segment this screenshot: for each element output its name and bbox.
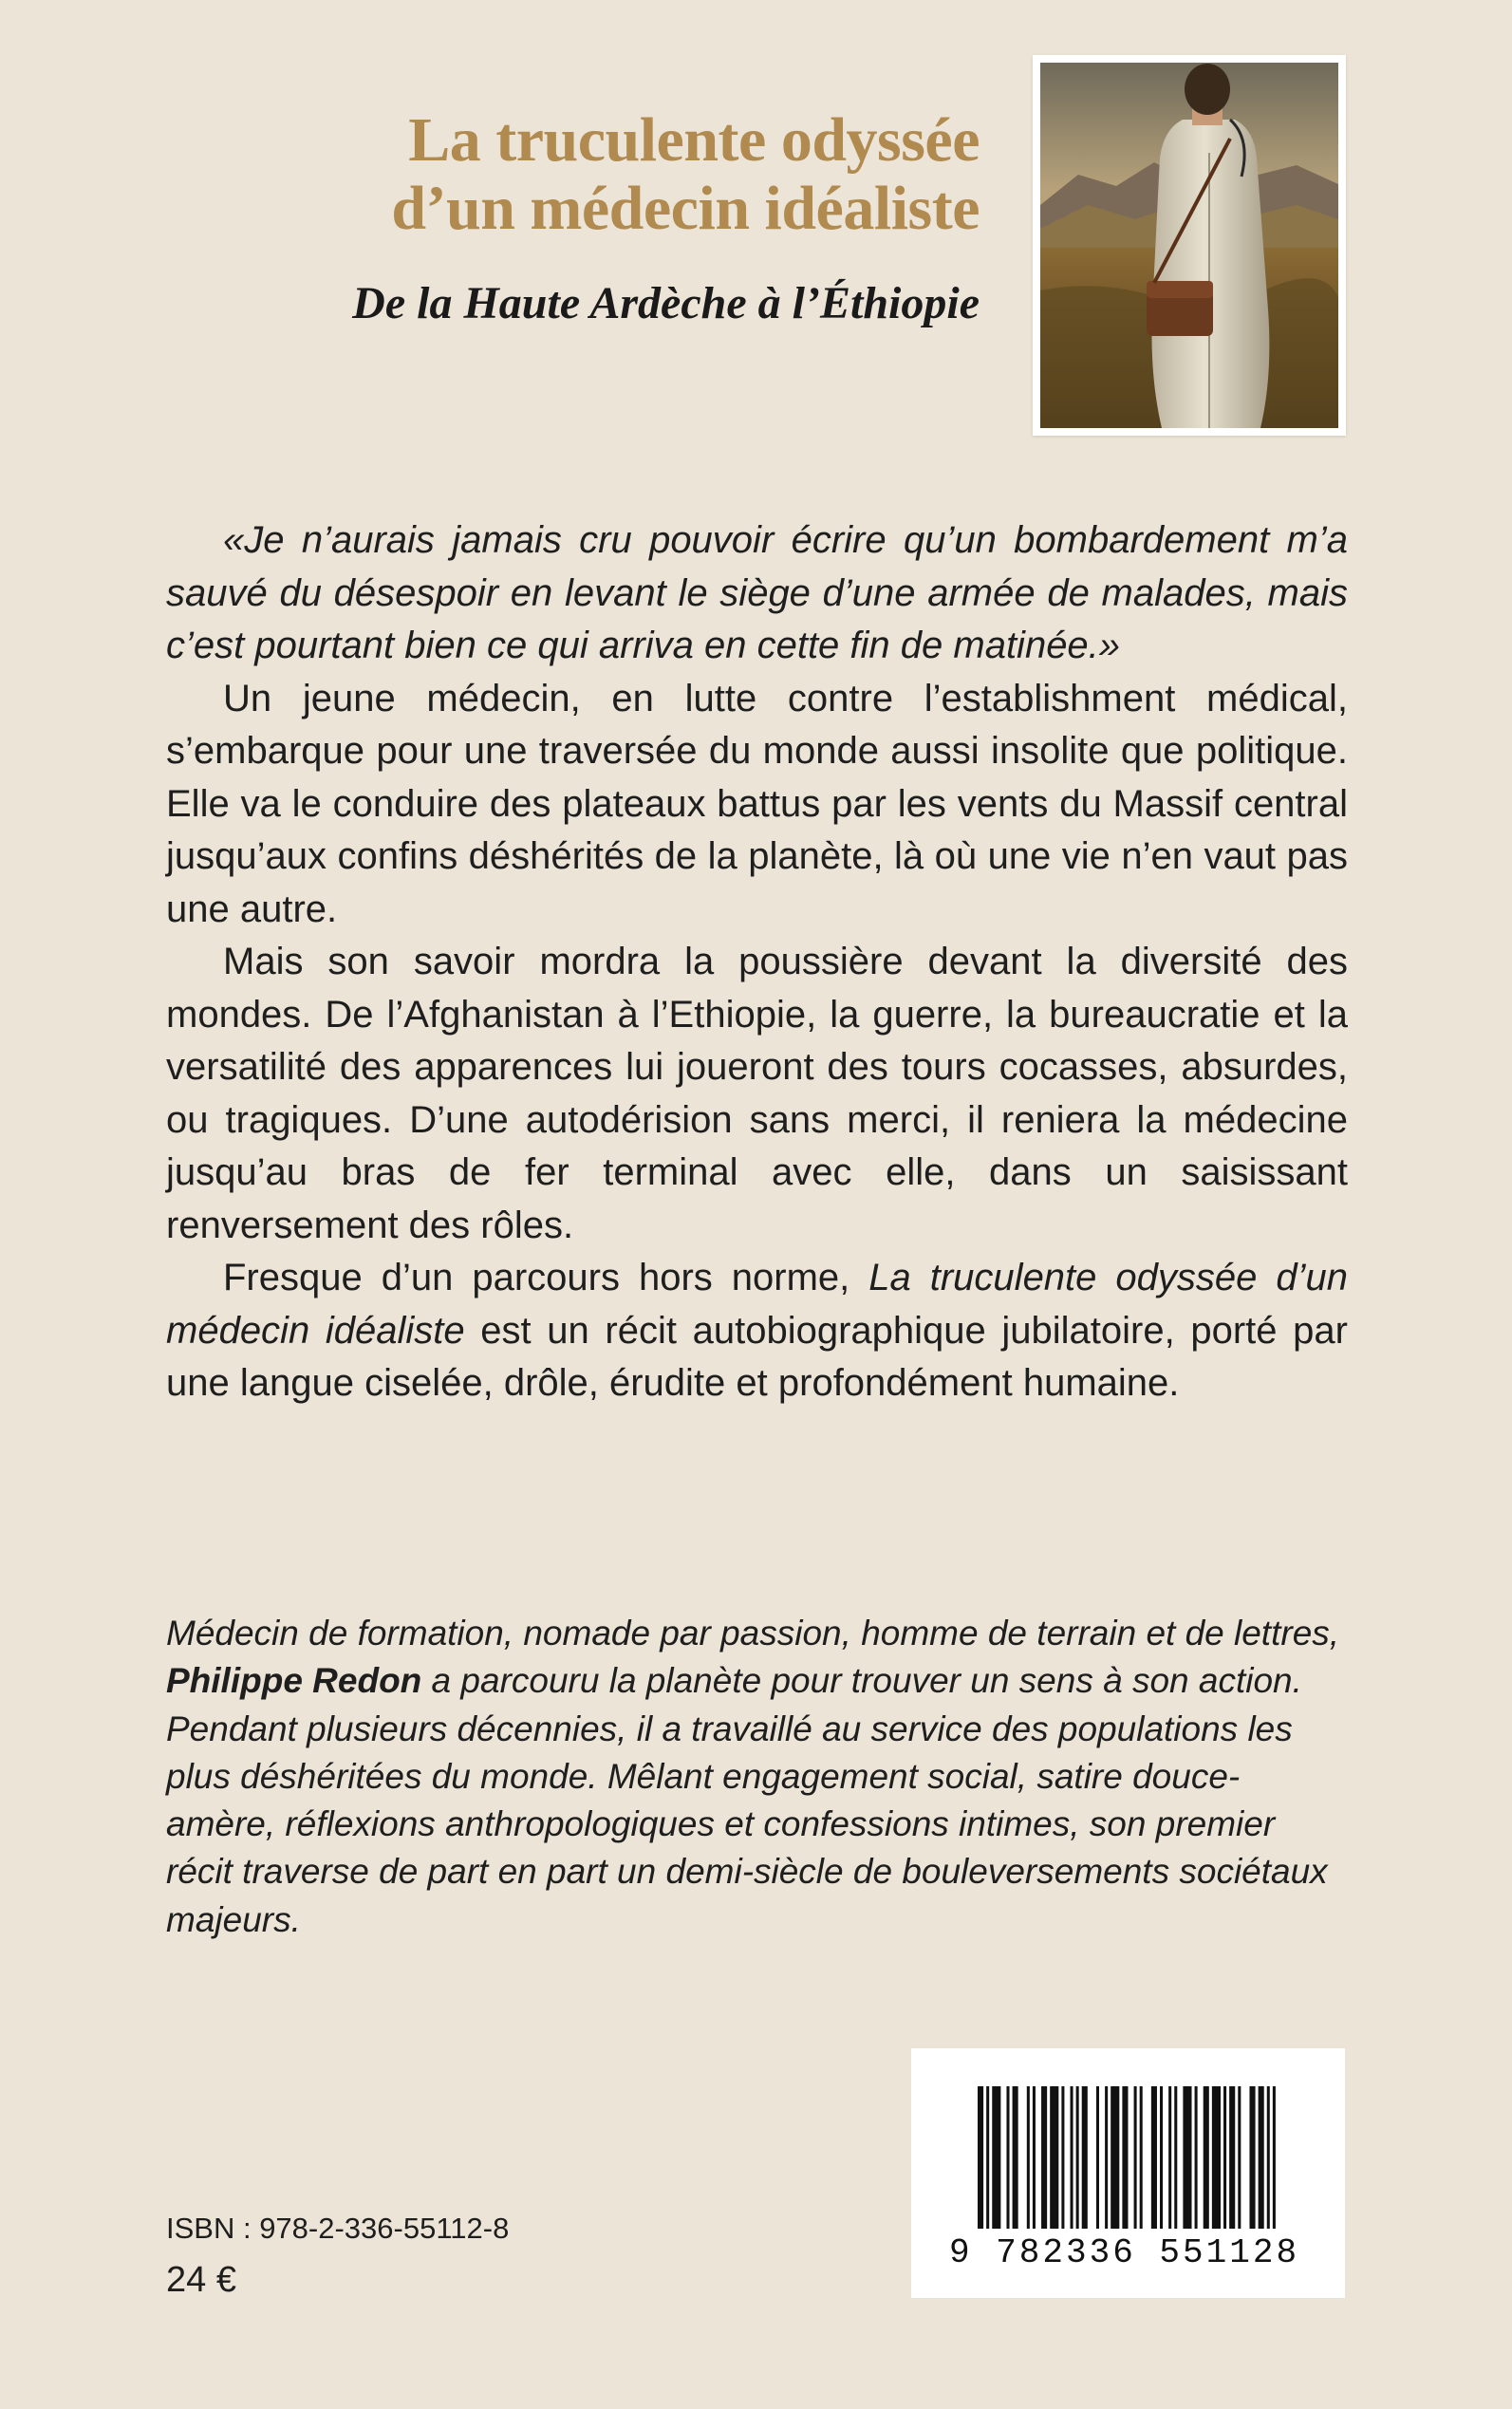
barcode-bar <box>1212 2086 1221 2229</box>
barcode-bar <box>1096 2086 1099 2229</box>
paragraph-4-start: Fresque d’un parcours hors norme, <box>223 1257 869 1298</box>
head-hair <box>1185 64 1230 115</box>
bio-start: Médecin de formation, nomade par passion, homme de terrain et de lettres, <box>166 1614 1340 1653</box>
author-name: Philippe Redon <box>166 1661 422 1701</box>
barcode-bar <box>1249 2086 1255 2229</box>
barcode-bar <box>978 2086 983 2229</box>
barcode-bar <box>1050 2086 1058 2229</box>
barcode-bar <box>1061 2086 1064 2229</box>
barcode-bar <box>1041 2086 1047 2229</box>
cover-illustration-frame <box>1033 55 1346 436</box>
barcode-bar <box>1229 2086 1235 2229</box>
barcode-bar <box>1273 2086 1276 2229</box>
book-title-line-1: La truculente odyssée <box>408 105 980 175</box>
barcode-bar <box>1259 2086 1264 2229</box>
barcode-bar <box>1183 2086 1191 2229</box>
opening-quote: «Je n’aurais jamais cru pouvoir écrire qu’un bombardement m’a sauvé du désespoir en levant le siège d’une armée de malades, mais c’est pourtant bien ce qui arriva en cette fin de matinée.» <box>166 519 1348 666</box>
author-bio <box>166 1610 1348 1944</box>
barcode-bar <box>1160 2086 1163 2229</box>
barcode-bar <box>1006 2086 1009 2229</box>
book-title-line-2: d’un médecin idéaliste <box>391 174 980 243</box>
barcode-bar <box>1195 2086 1198 2229</box>
barcode-bar <box>1134 2086 1137 2229</box>
price-label: 24 € <box>166 2260 236 2300</box>
barcode-bar <box>1151 2086 1157 2229</box>
book-subtitle: De la Haute Ardèche à l’Éthiopie <box>352 278 980 328</box>
barcode-bar <box>1082 2086 1088 2229</box>
title-block <box>190 106 980 330</box>
barcode-bar <box>1111 2086 1119 2229</box>
barcode-bar <box>1033 2086 1036 2229</box>
barcode-bar <box>992 2086 1000 2229</box>
isbn-label: ISBN : 978-2-336-55112-8 <box>166 2212 510 2245</box>
barcode-bar <box>1122 2086 1128 2229</box>
bag-flap <box>1147 281 1213 298</box>
barcode-digits: 9 782336 551128 <box>949 2233 1300 2272</box>
back-cover-blurb <box>166 514 1348 1410</box>
barcode-bar <box>1027 2086 1030 2229</box>
paragraph-4-end: est un récit autobiographique jubilatoire, porté par une langue ciselée, drôle, érudite et profondément humaine. <box>166 1309 1348 1404</box>
blurb-paragraph-2: Un jeune médecin, en lutte contre l’establishment médical, s’embarque pour une traversée du monde aussi insolite que politique. Elle va le conduire des plateaux battus par les vents du Massif central jusqu’aux confins déshérités de la planète, là où une vie n’en vaut pas une autre. <box>166 677 1348 930</box>
barcode-bar <box>1140 2086 1143 2229</box>
barcode-bar <box>1238 2086 1241 2229</box>
author-bio-text <box>166 1610 1348 1944</box>
barcode-bar <box>1204 2086 1209 2229</box>
barcode-bar <box>1076 2086 1079 2229</box>
book-title-mention: La truculente odyssée d’un médecin idéaliste <box>166 1257 1349 1352</box>
barcode-bar <box>1071 2086 1073 2229</box>
barcode-bar <box>986 2086 989 2229</box>
blurb-paragraph-4 <box>166 1252 1348 1410</box>
barcode-bar <box>1223 2086 1226 2229</box>
blurb-paragraph-3: Mais son savoir mordra la poussière devant la diversité des mondes. De l’Afghanistan à l’Ethiopie, la guerre, la bureaucratie et la versatilité des apparences lui joueront des tours cocasses, absurdes, ou tragiques. D’une autodérision sans merci, il reniera la médecine jusqu’au bras de fer terminal avec elle, dans un saisissant renversement des rôles. <box>166 941 1348 1246</box>
barcode-box <box>911 2048 1345 2298</box>
barcode-bars <box>978 2086 1281 2229</box>
barcode-bar <box>1105 2086 1108 2229</box>
barcode-bar <box>1168 2086 1171 2229</box>
barcode-bar <box>1013 2086 1018 2229</box>
white-coat <box>1151 120 1269 428</box>
barcode-bar <box>1267 2086 1270 2229</box>
bio-end: a parcouru la planète pour trouver un sens à son action. Pendant plusieurs décennies, il a travaillé au service des populations les plus déshéritées du monde. Mêlant engagement social, satire douce-amère, réflexions anthropologiques et confessions intimes, son premier récit traverse de part en part un demi-siècle de bouleversements sociétaux majeurs. <box>166 1661 1328 1939</box>
doctor-in-landscape-illustration <box>1040 63 1338 428</box>
barcode-bar <box>1174 2086 1177 2229</box>
